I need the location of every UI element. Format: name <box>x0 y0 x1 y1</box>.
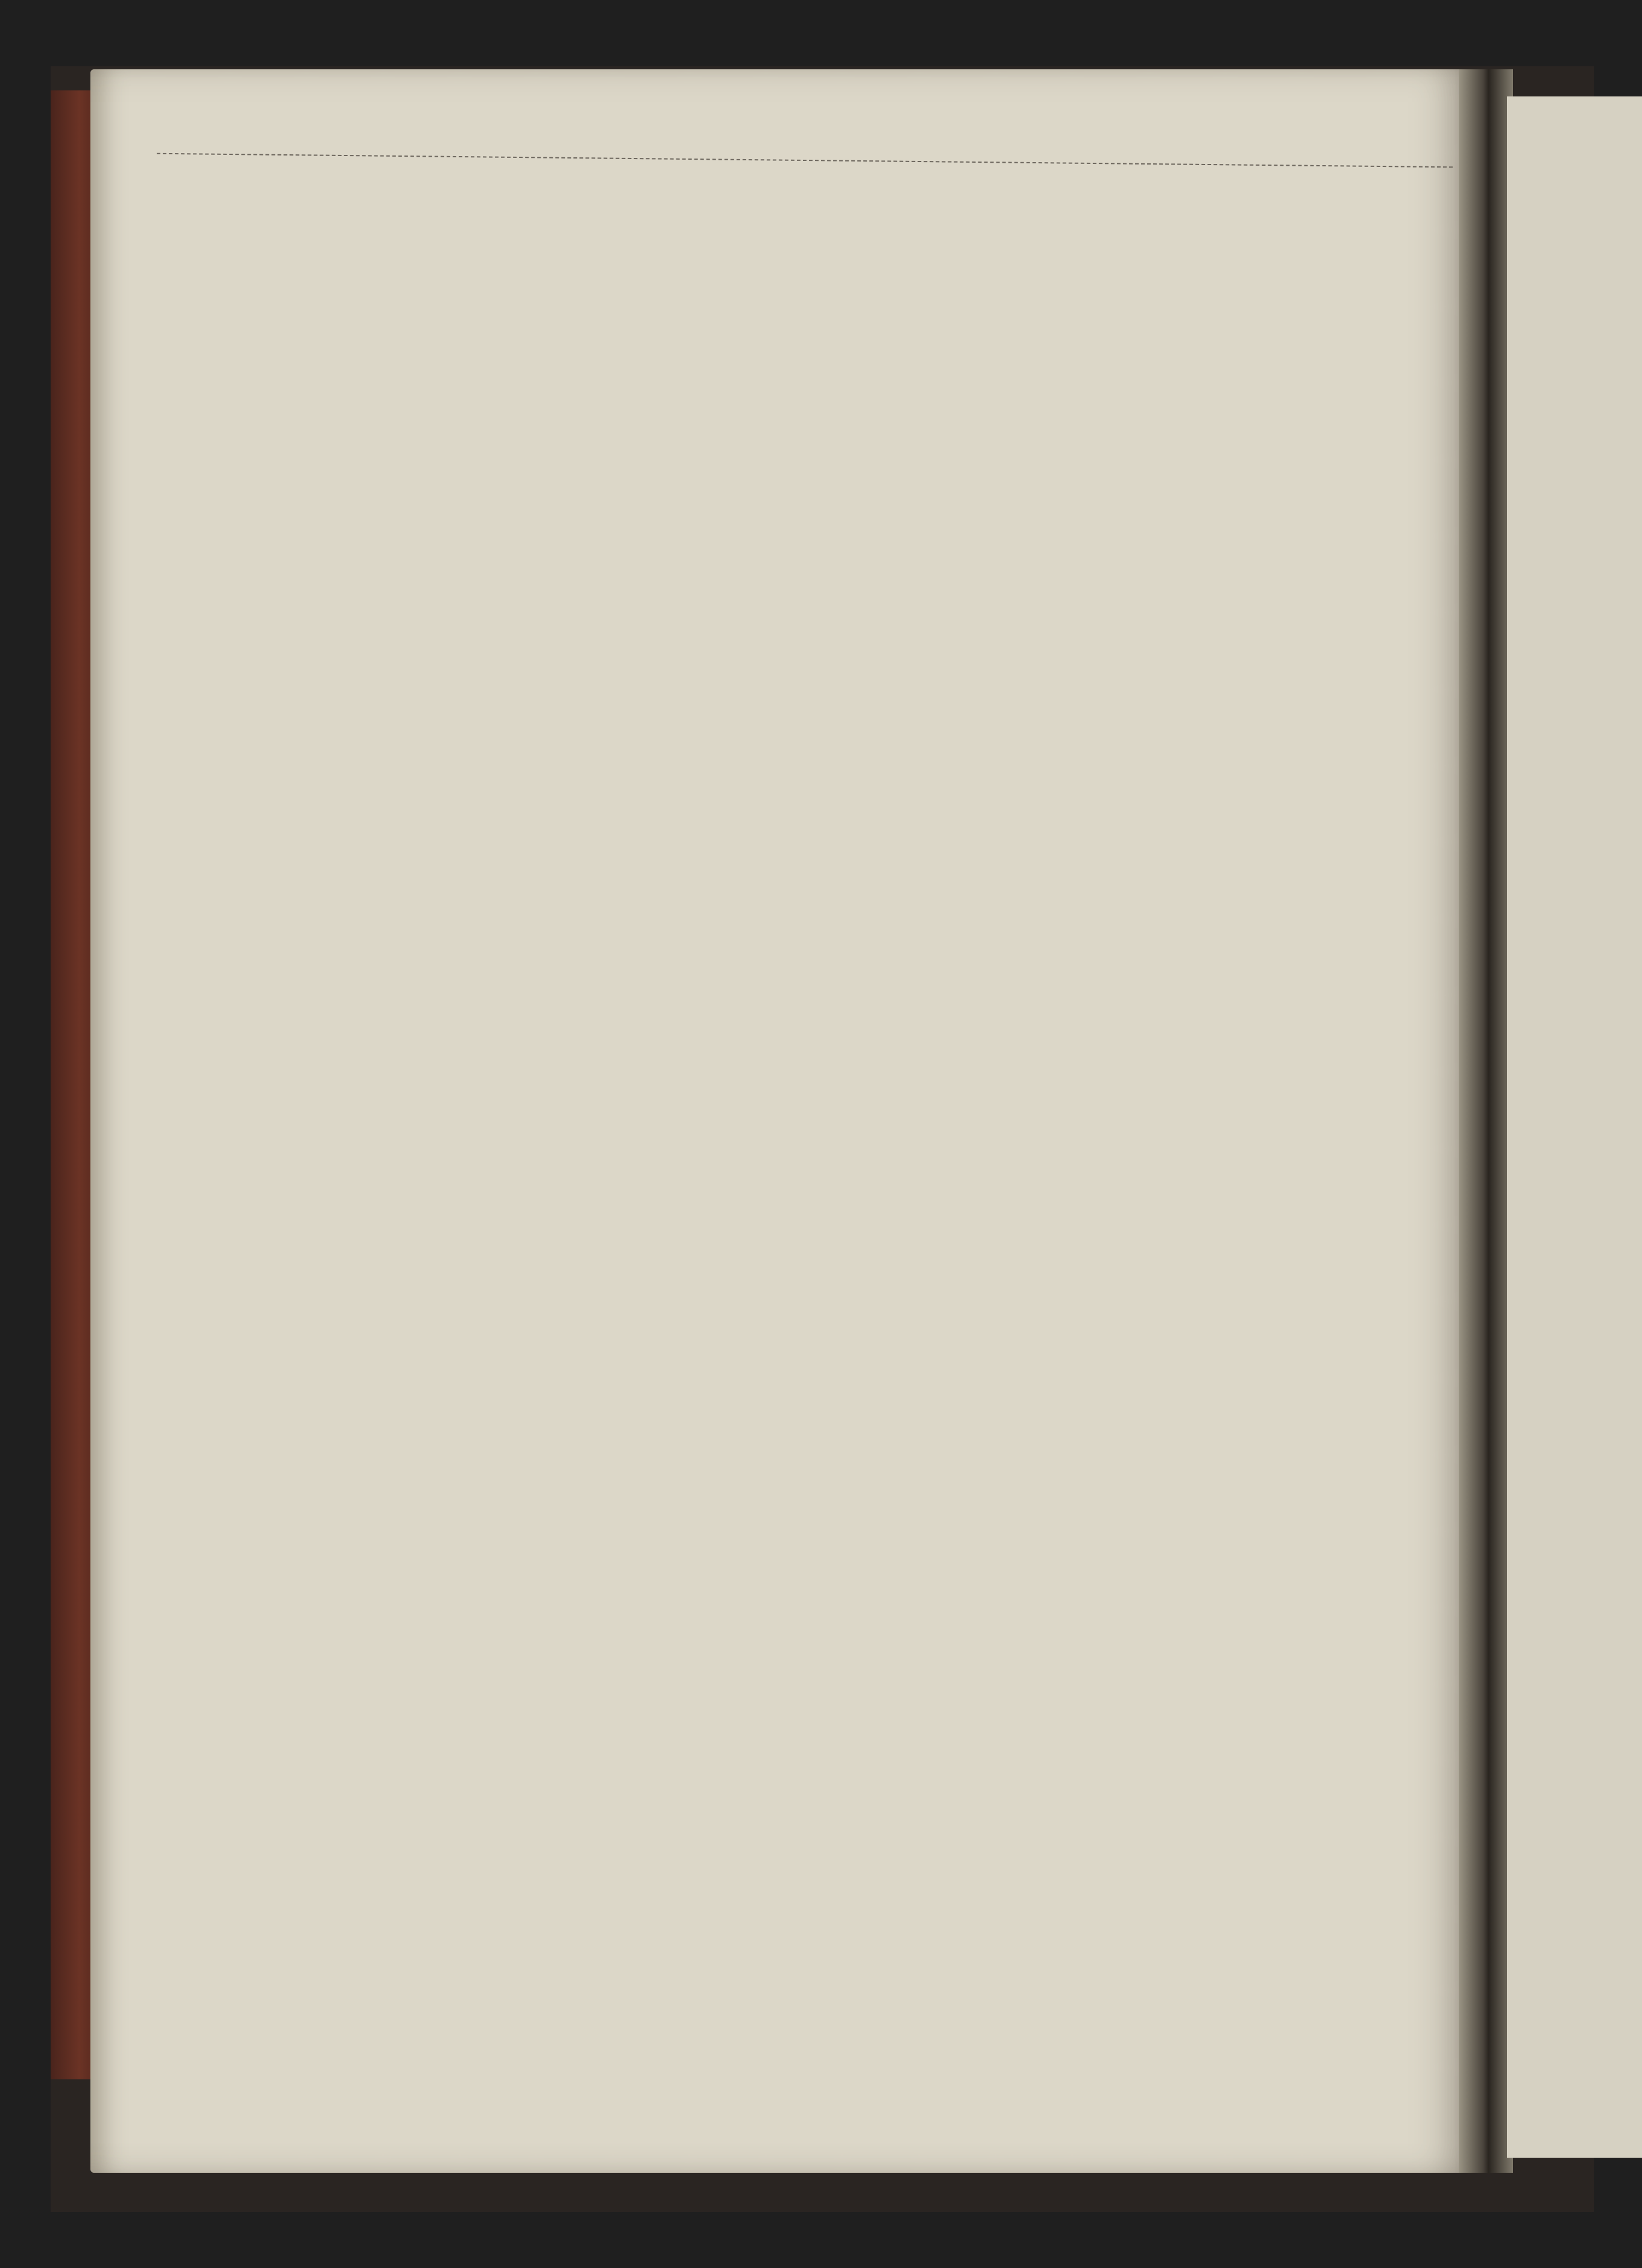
left-page-text <box>355 199 1465 265</box>
nadzirateli-list <box>356 223 1465 234</box>
doctors-block <box>356 223 1465 234</box>
right-page <box>1507 96 1642 2158</box>
section-subtitle-lugansk <box>356 223 1465 234</box>
book-gutter <box>1459 69 1513 2173</box>
section-title-okolotochnye <box>356 223 1465 234</box>
left-page <box>90 69 1477 2173</box>
nadzirateli-paragraphs <box>356 223 1465 234</box>
